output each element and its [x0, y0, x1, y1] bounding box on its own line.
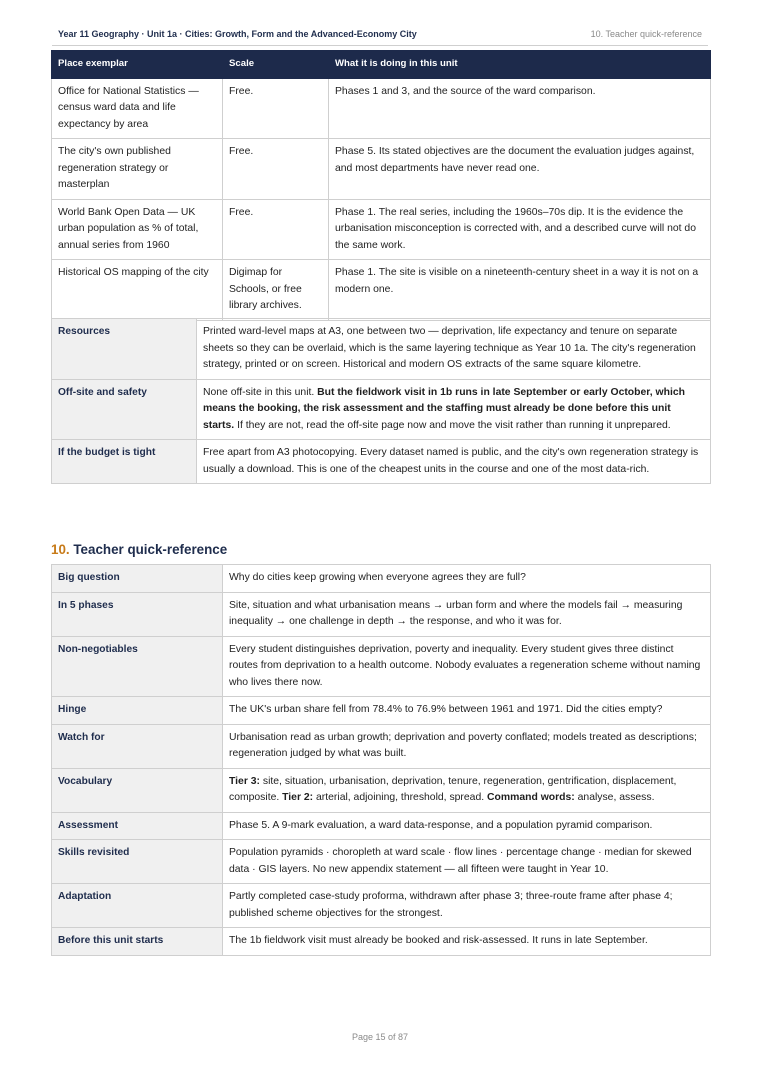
table-row [52, 884, 711, 928]
doing-cell: Phase 1. The real series, including the 1960s–70s dip. It is the evidence the urbanisation misconception is corrected with, and a described curve will not do the same work. [329, 199, 711, 260]
section-heading [51, 542, 227, 557]
assessment-label: Assessment [52, 812, 223, 840]
watch-for-text: Urbanisation read as urban growth; deprivation and poverty conflated; models treated as descriptions; regeneration judged by what was built. [223, 724, 711, 768]
table-row [52, 928, 711, 956]
table-row [52, 319, 711, 380]
offsite-text-part: If they are not, read the off-site page now and move the visit rather than running it unprepared. [234, 419, 671, 431]
watch-for-label: Watch for [52, 724, 223, 768]
section-number: 10. [51, 542, 70, 557]
non-negotiables-label: Non-negotiables [52, 636, 223, 697]
table-row [52, 768, 711, 812]
table-row [52, 440, 711, 484]
resources-text: Printed ward-level maps at A3, one between two — deprivation, life expectancy and tenure on separate sheets so they can be overlaid, which is the same layering technique as Year 10 1a. The city's regeneration strategy, printed or on screen. Historical and modern OS extracts of the same square kilometre. [197, 319, 711, 380]
table-row [52, 697, 711, 725]
scale-cell: Free. [223, 78, 329, 139]
vocabulary-text [223, 768, 711, 812]
header-unit-title: Year 11 Geography · Unit 1a · Cities: Growth, Form and the Advanced-Economy City [58, 29, 417, 39]
non-negotiables-text: Every student distinguishes deprivation, poverty and inequality. Every student gives three distinct routes from deprivation to a health outcome. Nobody evaluates a regeneration scheme without naming who lives there now. [223, 636, 711, 697]
adaptation-text: Partly completed case-study proforma, withdrawn after phase 3; three-route frame after phase 4; published scheme objectives for the strongest. [223, 884, 711, 928]
doing-cell: Phase 1. The site is visible on a nineteenth-century sheet in a way it is not on a modern one. [329, 260, 711, 321]
table-header-row [52, 51, 711, 79]
place-exemplar-table [51, 50, 711, 321]
column-header-doing: What it is doing in this unit [329, 51, 711, 79]
table-row [52, 139, 711, 200]
section-title-text: Teacher quick-reference [73, 542, 228, 557]
big-question-label: Big question [52, 565, 223, 593]
offsite-text [197, 379, 711, 440]
table-row [52, 636, 711, 697]
header-rule [52, 45, 708, 46]
place-cell: Office for National Statistics — census ward data and life expectancy by area [52, 78, 223, 139]
doing-cell: Phase 5. Its stated objectives are the document the evaluation judges against, and most departments have never read one. [329, 139, 711, 200]
tier3-words: site, situation, urbanisation, deprivation, tenure, regeneration, gentrification, displacement, composite. [229, 775, 677, 803]
hinge-text: The UK's urban share fell from 78.4% to 76.9% between 1961 and 1971. Did the cities empty? [223, 697, 711, 725]
tier2-label: Tier 2: [282, 792, 314, 803]
table-row [52, 724, 711, 768]
place-cell: Historical OS mapping of the city [52, 260, 223, 321]
offsite-label: Off-site and safety [52, 379, 197, 440]
skills-text: Population pyramids · choropleth at ward scale · flow lines · percentage change · median for skewed data · GIS layers. No new appendix statement — all fifteen were taught in Year 10. [223, 840, 711, 884]
place-cell: The city's own published regeneration strategy or masterplan [52, 139, 223, 200]
budget-label: If the budget is tight [52, 440, 197, 484]
offsite-text-emphasis: But the fieldwork visit in 1b runs in late September or early October, which means the booking, the risk assessment and the staffing must already be done before this unit starts. [203, 386, 685, 431]
column-header-scale: Scale [223, 51, 329, 79]
skills-label: Skills revisited [52, 840, 223, 884]
page-number: Page 15 of 87 [351, 1032, 409, 1042]
phases-text: Site, situation and what urbanisation means → urban form and where the models fail → measuring inequality → one challenge in depth → the response, and who it was for. [223, 592, 711, 636]
command-words-label: Command words: [487, 792, 575, 803]
header-section-title: 10. Teacher quick-reference [590, 29, 702, 39]
big-question-text: Why do cities keep growing when everyone agrees they are full? [223, 565, 711, 593]
table-row [52, 260, 711, 321]
phases-label: In 5 phases [52, 592, 223, 636]
resources-label: Resources [52, 319, 197, 380]
adaptation-label: Adaptation [52, 884, 223, 928]
logistics-table [51, 318, 711, 484]
place-cell: World Bank Open Data — UK urban population as % of total, annual series from 1960 [52, 199, 223, 260]
doing-cell: Phases 1 and 3, and the source of the ward comparison. [329, 78, 711, 139]
scale-cell: Digimap for Schools, or free library archives. [223, 260, 329, 321]
command-words: analyse, assess. [574, 792, 655, 803]
tier2-words: arterial, adjoining, threshold, spread. [313, 792, 487, 803]
tier3-label: Tier 3: [229, 775, 260, 787]
scale-cell: Free. [223, 139, 329, 200]
budget-text: Free apart from A3 photocopying. Every dataset named is public, and the city's own regeneration strategy is usually a download. This is one of the cheapest units in the course and one of the most data-rich. [197, 440, 711, 484]
table-row [52, 592, 711, 636]
table-row [52, 78, 711, 139]
table-row [52, 379, 711, 440]
offsite-text-part: None off-site in this unit. [203, 386, 318, 398]
assessment-text: Phase 5. A 9-mark evaluation, a ward data-response, and a population pyramid comparison. [223, 812, 711, 840]
quick-reference-table [51, 564, 711, 956]
before-unit-label: Before this unit starts [52, 928, 223, 956]
hinge-label: Hinge [52, 697, 223, 725]
running-header [58, 29, 702, 43]
table-row [52, 812, 711, 840]
table-row [52, 840, 711, 884]
vocabulary-label: Vocabulary [52, 768, 223, 812]
scale-cell: Free. [223, 199, 329, 260]
table-row [52, 199, 711, 260]
column-header-place: Place exemplar [52, 51, 223, 79]
table-row [52, 565, 711, 593]
before-unit-text: The 1b fieldwork visit must already be booked and risk-assessed. It runs in late September. [223, 928, 711, 956]
